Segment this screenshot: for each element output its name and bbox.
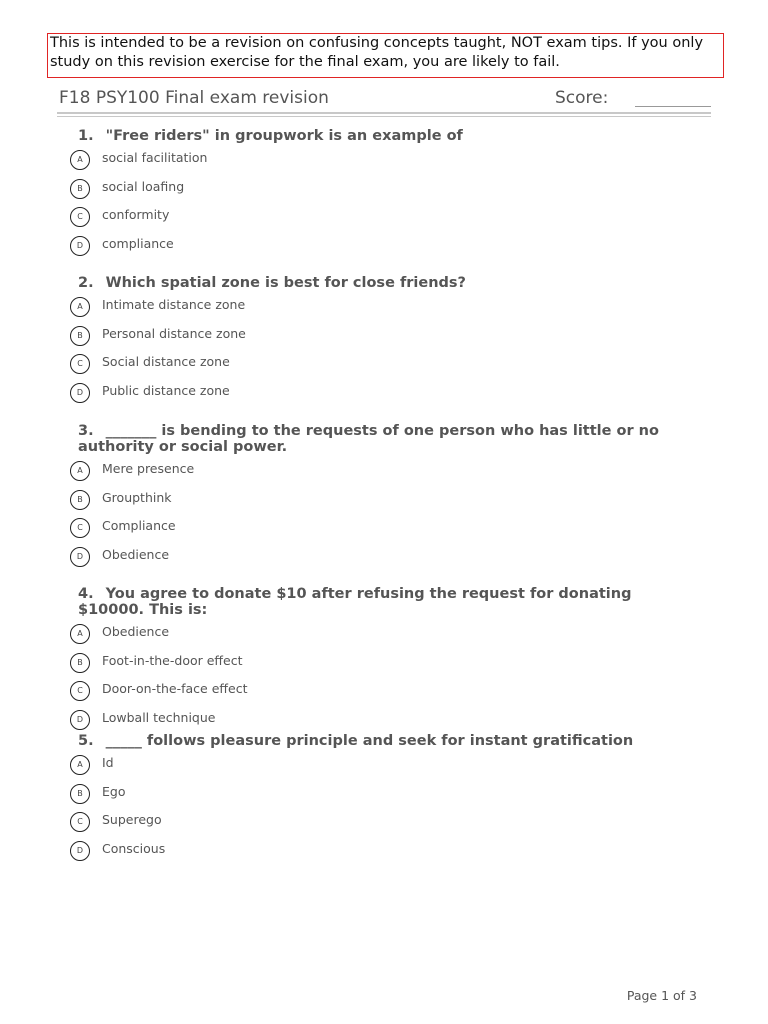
answer-option[interactable] xyxy=(70,383,690,412)
question-number: 2. xyxy=(78,275,94,291)
question-4 xyxy=(70,586,690,738)
answer-label: Mere presence xyxy=(102,461,195,476)
answer-label: compliance xyxy=(102,235,174,251)
answer-option[interactable] xyxy=(70,547,690,576)
page-number: Page 1 of 3 xyxy=(626,988,697,1003)
answer-option[interactable] xyxy=(70,841,690,870)
question-number: 5. xyxy=(78,733,94,749)
question-3 xyxy=(70,423,690,575)
question-1 xyxy=(70,128,690,264)
question-number: 1. xyxy=(78,128,94,144)
answer-option[interactable] xyxy=(70,326,690,355)
exam-header xyxy=(57,86,711,114)
answer-bubble[interactable]: D xyxy=(70,841,90,861)
answer-label: Door-on-the-face effect xyxy=(102,681,248,696)
revision-notice: This is intended to be a revision on confusing concepts taught, NOT exam tips. If you only study on this revision exercise for the final exam, you are likely to fail. xyxy=(47,33,724,78)
answer-bubble[interactable]: B xyxy=(70,326,90,346)
question-text xyxy=(78,275,690,291)
answer-option[interactable] xyxy=(70,624,690,653)
answer-label: Intimate distance zone xyxy=(102,297,246,312)
question-number: 4. xyxy=(78,586,94,602)
answer-bubble[interactable]: B xyxy=(70,653,90,673)
answer-bubble[interactable]: B xyxy=(70,179,90,199)
question-text xyxy=(78,733,690,749)
question-text xyxy=(78,586,690,618)
answer-option[interactable] xyxy=(70,461,690,490)
question-prompt: _____ follows pleasure principle and seek for instant gratification xyxy=(105,733,634,749)
answer-option[interactable] xyxy=(70,150,690,179)
answer-bubble[interactable]: D xyxy=(70,710,90,730)
answer-label: Foot-in-the-door effect xyxy=(102,652,243,668)
answer-option[interactable] xyxy=(70,681,690,710)
answer-label: Id xyxy=(102,755,114,770)
answer-option[interactable] xyxy=(70,207,690,236)
question-prompt: "Free riders" in groupwork is an example of xyxy=(105,128,463,144)
options-list xyxy=(70,297,690,411)
question-prompt: You agree to donate $10 after refusing the request for donating $10000. This is: xyxy=(78,586,632,618)
answer-option[interactable] xyxy=(70,490,690,519)
answer-label: Groupthink xyxy=(102,489,172,505)
question-prompt: _______ is bending to the requests of one person who has little or no authority or social power. xyxy=(78,423,659,455)
answer-option[interactable] xyxy=(70,297,690,326)
exam-title: F18 PSY100 Final exam revision xyxy=(59,88,329,108)
question-text xyxy=(78,128,690,144)
answer-option[interactable] xyxy=(70,354,690,383)
answer-label: Ego xyxy=(102,783,126,799)
answer-bubble[interactable]: B xyxy=(70,784,90,804)
answer-option[interactable] xyxy=(70,784,690,813)
answer-label: Lowball technique xyxy=(102,709,216,725)
answer-bubble[interactable]: A xyxy=(70,297,90,317)
answer-bubble[interactable]: C xyxy=(70,207,90,227)
question-2 xyxy=(70,275,690,411)
answer-label: Obedience xyxy=(102,546,170,562)
question-5 xyxy=(70,733,690,869)
answer-label: Obedience xyxy=(102,624,170,639)
score-blank xyxy=(635,106,711,107)
answer-label: Superego xyxy=(102,812,162,827)
answer-option[interactable] xyxy=(70,755,690,784)
answer-bubble[interactable]: B xyxy=(70,490,90,510)
answer-bubble[interactable]: C xyxy=(70,812,90,832)
answer-label: Public distance zone xyxy=(102,382,230,398)
answer-bubble[interactable]: A xyxy=(70,624,90,644)
answer-option[interactable] xyxy=(70,179,690,208)
options-list xyxy=(70,624,690,738)
answer-bubble[interactable]: D xyxy=(70,236,90,256)
answer-option[interactable] xyxy=(70,812,690,841)
question-number: 3. xyxy=(78,423,94,439)
answer-bubble[interactable]: A xyxy=(70,755,90,775)
answer-label: Conscious xyxy=(102,840,166,856)
answer-option[interactable] xyxy=(70,236,690,265)
score-label: Score: xyxy=(555,88,609,108)
answer-label: social loafing xyxy=(102,178,185,194)
question-text xyxy=(78,423,690,455)
answer-bubble[interactable]: D xyxy=(70,547,90,567)
answer-label: conformity xyxy=(102,207,170,222)
answer-label: social facilitation xyxy=(102,150,208,165)
answer-bubble[interactable]: D xyxy=(70,383,90,403)
options-list xyxy=(70,150,690,264)
answer-label: Social distance zone xyxy=(102,354,230,369)
answer-option[interactable] xyxy=(70,518,690,547)
question-prompt: Which spatial zone is best for close friends? xyxy=(105,275,466,291)
answer-bubble[interactable]: A xyxy=(70,150,90,170)
answer-label: Personal distance zone xyxy=(102,325,246,341)
answer-bubble[interactable]: C xyxy=(70,354,90,374)
answer-bubble[interactable]: A xyxy=(70,461,90,481)
answer-bubble[interactable]: C xyxy=(70,681,90,701)
answer-bubble[interactable]: C xyxy=(70,518,90,538)
answer-option[interactable] xyxy=(70,653,690,682)
answer-label: Compliance xyxy=(102,518,176,533)
options-list xyxy=(70,461,690,575)
options-list xyxy=(70,755,690,869)
